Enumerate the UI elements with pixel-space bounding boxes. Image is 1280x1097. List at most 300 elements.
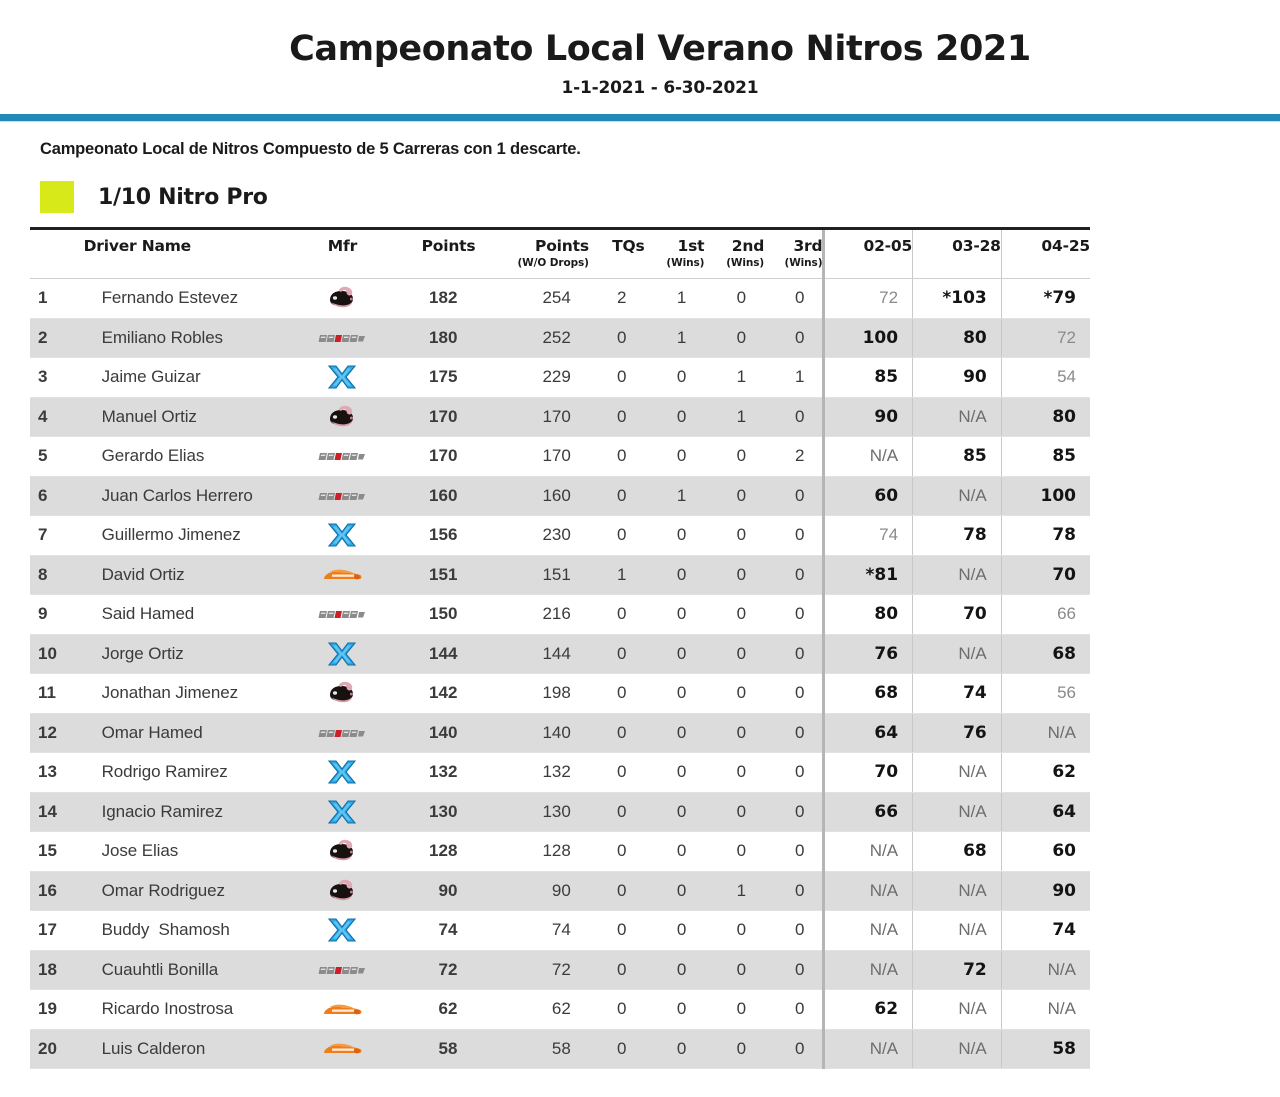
driver-name-cell: Ricardo Inostrosa [84, 990, 298, 1030]
manufacturer-cell [298, 476, 387, 516]
race-score-04-25: 68 [1001, 634, 1090, 674]
points-wo-drops-cell: 252 [475, 318, 588, 358]
race-score-02-05: 76 [824, 634, 913, 674]
second-wins-cell: 1 [704, 358, 764, 398]
race-score-03-28: N/A [913, 397, 1002, 437]
manufacturer-cell [298, 516, 387, 556]
race-score-03-28: N/A [913, 990, 1002, 1030]
tqs-cell: 2 [589, 279, 645, 319]
race-score-02-05: 68 [824, 674, 913, 714]
manufacturer-cell [298, 911, 387, 951]
race-score-04-25: 90 [1001, 871, 1090, 911]
points-cell: 182 [387, 279, 476, 319]
serpent-logo [320, 1001, 364, 1019]
accent-divider [0, 114, 1280, 121]
mugen-logo [326, 838, 358, 864]
driver-name-cell: Guillermo Jimenez [84, 516, 298, 556]
row-position: 9 [30, 595, 84, 635]
points-cell: 156 [387, 516, 476, 556]
race-score-04-25: 72 [1001, 318, 1090, 358]
driver-name-cell: Cuauhtli Bonilla [84, 950, 298, 990]
third-wins-cell: 0 [764, 516, 824, 556]
manufacturer-cell [298, 950, 387, 990]
points-wo-drops-cell: 90 [475, 871, 588, 911]
manufacturer-cell [298, 595, 387, 635]
third-wins-cell: 0 [764, 595, 824, 635]
driver-name-cell: Emiliano Robles [84, 318, 298, 358]
race-score-02-05: 66 [824, 792, 913, 832]
second-wins-cell: 0 [704, 476, 764, 516]
race-score-02-05: 90 [824, 397, 913, 437]
kyosho-logo [318, 727, 366, 740]
third-wins-cell: 0 [764, 674, 824, 714]
table-row [30, 516, 1090, 556]
table-row [30, 713, 1090, 753]
tqs-cell: 0 [589, 516, 645, 556]
first-wins-cell: 1 [645, 318, 705, 358]
mugen-logo [326, 285, 358, 311]
column-header-second-sub: (Wins) [726, 257, 765, 270]
manufacturer-cell [298, 674, 387, 714]
driver-name-cell: Luis Calderon [84, 1029, 298, 1069]
table-body [30, 279, 1090, 1069]
table-row [30, 950, 1090, 990]
race-score-04-25: 66 [1001, 595, 1090, 635]
first-wins-cell: 0 [645, 437, 705, 477]
manufacturer-cell [298, 753, 387, 793]
xray-logo [327, 917, 357, 943]
tqs-cell: 0 [589, 397, 645, 437]
race-score-03-28: N/A [913, 1029, 1002, 1069]
column-header-third-sub: (Wins) [784, 257, 823, 270]
race-score-04-25: 100 [1001, 476, 1090, 516]
points-cell: 90 [387, 871, 476, 911]
points-cell: 150 [387, 595, 476, 635]
table-row [30, 832, 1090, 872]
second-wins-cell: 0 [704, 674, 764, 714]
race-score-04-25: N/A [1001, 713, 1090, 753]
race-score-04-25: 80 [1001, 397, 1090, 437]
xray-logo [327, 522, 357, 548]
first-wins-cell: 0 [645, 516, 705, 556]
points-cell: 72 [387, 950, 476, 990]
race-score-02-05: N/A [824, 832, 913, 872]
xray-logo [327, 364, 357, 390]
row-position: 20 [30, 1029, 84, 1069]
driver-name-cell: Omar Rodriguez [84, 871, 298, 911]
table-row [30, 318, 1090, 358]
race-score-02-05: N/A [824, 911, 913, 951]
points-cell: 142 [387, 674, 476, 714]
points-cell: 130 [387, 792, 476, 832]
column-header-mfr: Mfr [298, 229, 387, 279]
points-cell: 128 [387, 832, 476, 872]
points-cell: 74 [387, 911, 476, 951]
column-header-points-wo-drops [475, 229, 588, 279]
race-score-02-05: 80 [824, 595, 913, 635]
column-header-tqs: TQs [589, 229, 645, 279]
first-wins-cell: 0 [645, 911, 705, 951]
race-score-03-28: 76 [913, 713, 1002, 753]
points-cell: 140 [387, 713, 476, 753]
driver-name-cell: David Ortiz [84, 555, 298, 595]
race-score-03-28: N/A [913, 555, 1002, 595]
standings-table-container [30, 227, 1090, 1069]
manufacturer-cell [298, 397, 387, 437]
race-score-04-25: 56 [1001, 674, 1090, 714]
second-wins-cell: 0 [704, 1029, 764, 1069]
tqs-cell: 0 [589, 634, 645, 674]
points-wo-drops-cell: 58 [475, 1029, 588, 1069]
table-row [30, 753, 1090, 793]
column-header-points: Points [387, 229, 476, 279]
tqs-cell: 1 [589, 555, 645, 595]
points-wo-drops-cell: 229 [475, 358, 588, 398]
column-header-race-03-28: 03-28 [913, 229, 1002, 279]
points-wo-drops-cell: 140 [475, 713, 588, 753]
row-position: 7 [30, 516, 84, 556]
race-score-02-05: 70 [824, 753, 913, 793]
serpent-logo [320, 566, 364, 584]
points-wo-drops-cell: 230 [475, 516, 588, 556]
tqs-cell: 0 [589, 674, 645, 714]
race-score-04-25: 74 [1001, 911, 1090, 951]
first-wins-cell: 0 [645, 555, 705, 595]
race-score-03-28: N/A [913, 792, 1002, 832]
column-header-second [704, 229, 764, 279]
driver-name-cell: Buddy Shamosh [84, 911, 298, 951]
column-header-third-main: 3rd [793, 237, 823, 256]
xray-logo [327, 759, 357, 785]
tqs-cell: 0 [589, 437, 645, 477]
first-wins-cell: 0 [645, 1029, 705, 1069]
manufacturer-cell [298, 358, 387, 398]
series-description: Campeonato Local de Nitros Compuesto de 5 Carreras con 1 descarte. [40, 140, 581, 159]
third-wins-cell: 0 [764, 990, 824, 1030]
second-wins-cell: 0 [704, 911, 764, 951]
xray-logo [327, 799, 357, 825]
first-wins-cell: 0 [645, 753, 705, 793]
xray-logo [327, 641, 357, 667]
race-score-02-05: 100 [824, 318, 913, 358]
second-wins-cell: 0 [704, 713, 764, 753]
third-wins-cell: 0 [764, 871, 824, 911]
column-header-race-04-25: 04-25 [1001, 229, 1090, 279]
points-cell: 180 [387, 318, 476, 358]
mugen-logo [326, 404, 358, 430]
manufacturer-cell [298, 555, 387, 595]
table-row [30, 476, 1090, 516]
manufacturer-cell [298, 279, 387, 319]
first-wins-cell: 0 [645, 832, 705, 872]
second-wins-cell: 1 [704, 871, 764, 911]
points-wo-drops-cell: 254 [475, 279, 588, 319]
points-wo-drops-cell: 160 [475, 476, 588, 516]
third-wins-cell: 1 [764, 358, 824, 398]
second-wins-cell: 0 [704, 437, 764, 477]
kyosho-logo [318, 964, 366, 977]
table-row [30, 279, 1090, 319]
race-score-02-05: *81 [824, 555, 913, 595]
third-wins-cell: 0 [764, 555, 824, 595]
manufacturer-cell [298, 990, 387, 1030]
race-score-04-25: 85 [1001, 437, 1090, 477]
second-wins-cell: 0 [704, 634, 764, 674]
column-header-third [764, 229, 824, 279]
driver-name-cell: Said Hamed [84, 595, 298, 635]
table-row [30, 792, 1090, 832]
race-score-03-28: 90 [913, 358, 1002, 398]
race-score-04-25: 64 [1001, 792, 1090, 832]
third-wins-cell: 0 [764, 279, 824, 319]
driver-name-cell: Jaime Guizar [84, 358, 298, 398]
table-row [30, 1029, 1090, 1069]
race-score-02-05: 85 [824, 358, 913, 398]
manufacturer-cell [298, 713, 387, 753]
race-score-04-25: 58 [1001, 1029, 1090, 1069]
kyosho-logo [318, 490, 366, 503]
driver-name-cell: Omar Hamed [84, 713, 298, 753]
race-score-02-05: 60 [824, 476, 913, 516]
race-score-02-05: 74 [824, 516, 913, 556]
row-position: 6 [30, 476, 84, 516]
row-position: 17 [30, 911, 84, 951]
row-position: 10 [30, 634, 84, 674]
first-wins-cell: 0 [645, 397, 705, 437]
mugen-logo [326, 878, 358, 904]
race-score-04-25: 62 [1001, 753, 1090, 793]
points-wo-drops-cell: 132 [475, 753, 588, 793]
points-cell: 58 [387, 1029, 476, 1069]
manufacturer-cell [298, 318, 387, 358]
points-cell: 160 [387, 476, 476, 516]
driver-name-cell: Juan Carlos Herrero [84, 476, 298, 516]
points-wo-drops-cell: 216 [475, 595, 588, 635]
points-wo-drops-cell: 151 [475, 555, 588, 595]
third-wins-cell: 0 [764, 753, 824, 793]
third-wins-cell: 0 [764, 911, 824, 951]
race-score-03-28: 78 [913, 516, 1002, 556]
second-wins-cell: 0 [704, 792, 764, 832]
driver-name-cell: Jonathan Jimenez [84, 674, 298, 714]
tqs-cell: 0 [589, 871, 645, 911]
first-wins-cell: 0 [645, 871, 705, 911]
second-wins-cell: 0 [704, 595, 764, 635]
row-position: 1 [30, 279, 84, 319]
race-score-03-28: N/A [913, 911, 1002, 951]
race-score-02-05: N/A [824, 871, 913, 911]
table-row [30, 634, 1090, 674]
page-header [0, 0, 1280, 98]
row-position: 16 [30, 871, 84, 911]
second-wins-cell: 0 [704, 516, 764, 556]
driver-name-cell: Gerardo Elias [84, 437, 298, 477]
column-header-points-wo-drops-sub: (W/O Drops) [517, 257, 589, 270]
points-cell: 151 [387, 555, 476, 595]
row-position: 5 [30, 437, 84, 477]
race-score-04-25: *79 [1001, 279, 1090, 319]
manufacturer-cell [298, 832, 387, 872]
points-cell: 170 [387, 437, 476, 477]
row-position: 2 [30, 318, 84, 358]
manufacturer-cell [298, 1029, 387, 1069]
first-wins-cell: 0 [645, 990, 705, 1030]
race-score-03-28: N/A [913, 634, 1002, 674]
points-cell: 170 [387, 397, 476, 437]
table-header-row [30, 229, 1090, 279]
points-wo-drops-cell: 74 [475, 911, 588, 951]
tqs-cell: 0 [589, 1029, 645, 1069]
row-position: 18 [30, 950, 84, 990]
third-wins-cell: 0 [764, 792, 824, 832]
tqs-cell: 0 [589, 358, 645, 398]
table-row [30, 595, 1090, 635]
first-wins-cell: 0 [645, 358, 705, 398]
first-wins-cell: 0 [645, 950, 705, 990]
race-score-02-05: N/A [824, 1029, 913, 1069]
race-score-02-05: N/A [824, 950, 913, 990]
race-score-04-25: 60 [1001, 832, 1090, 872]
race-score-03-28: 68 [913, 832, 1002, 872]
table-row [30, 674, 1090, 714]
serpent-logo [320, 1040, 364, 1058]
row-position: 15 [30, 832, 84, 872]
column-header-position [30, 229, 84, 279]
driver-name-cell: Jorge Ortiz [84, 634, 298, 674]
race-score-03-28: N/A [913, 871, 1002, 911]
page-title: Campeonato Local Verano Nitros 2021 [289, 29, 1031, 69]
kyosho-logo [318, 608, 366, 621]
race-score-03-28: N/A [913, 476, 1002, 516]
tqs-cell: 0 [589, 318, 645, 358]
manufacturer-cell [298, 871, 387, 911]
race-score-03-28: 85 [913, 437, 1002, 477]
row-position: 12 [30, 713, 84, 753]
tqs-cell: 0 [589, 753, 645, 793]
driver-name-cell: Ignacio Ramirez [84, 792, 298, 832]
race-score-03-28: *103 [913, 279, 1002, 319]
third-wins-cell: 0 [764, 832, 824, 872]
column-header-race-02-05: 02-05 [824, 229, 913, 279]
second-wins-cell: 0 [704, 832, 764, 872]
points-wo-drops-cell: 144 [475, 634, 588, 674]
first-wins-cell: 1 [645, 279, 705, 319]
class-heading [40, 181, 1280, 213]
race-score-02-05: N/A [824, 437, 913, 477]
driver-name-cell: Rodrigo Ramirez [84, 753, 298, 793]
driver-name-cell: Manuel Ortiz [84, 397, 298, 437]
tqs-cell: 0 [589, 832, 645, 872]
first-wins-cell: 0 [645, 713, 705, 753]
manufacturer-cell [298, 437, 387, 477]
second-wins-cell: 0 [704, 279, 764, 319]
points-wo-drops-cell: 170 [475, 437, 588, 477]
first-wins-cell: 0 [645, 595, 705, 635]
class-name-label: 1/10 Nitro Pro [98, 184, 268, 210]
second-wins-cell: 0 [704, 990, 764, 1030]
race-score-04-25: N/A [1001, 950, 1090, 990]
driver-name-cell: Jose Elias [84, 832, 298, 872]
third-wins-cell: 0 [764, 1029, 824, 1069]
third-wins-cell: 0 [764, 713, 824, 753]
third-wins-cell: 2 [764, 437, 824, 477]
points-cell: 175 [387, 358, 476, 398]
race-score-04-25: N/A [1001, 990, 1090, 1030]
table-header [30, 229, 1090, 279]
first-wins-cell: 0 [645, 792, 705, 832]
kyosho-logo [318, 450, 366, 463]
mugen-logo [326, 680, 358, 706]
row-position: 4 [30, 397, 84, 437]
second-wins-cell: 0 [704, 555, 764, 595]
points-wo-drops-cell: 72 [475, 950, 588, 990]
second-wins-cell: 0 [704, 950, 764, 990]
second-wins-cell: 1 [704, 397, 764, 437]
tqs-cell: 0 [589, 476, 645, 516]
tqs-cell: 0 [589, 595, 645, 635]
race-score-04-25: 70 [1001, 555, 1090, 595]
table-row [30, 555, 1090, 595]
third-wins-cell: 0 [764, 634, 824, 674]
column-header-points-wo-drops-main: Points [535, 237, 589, 256]
race-score-03-28: 70 [913, 595, 1002, 635]
standings-table [30, 227, 1090, 1069]
table-row [30, 911, 1090, 951]
first-wins-cell: 0 [645, 674, 705, 714]
row-position: 19 [30, 990, 84, 1030]
manufacturer-cell [298, 792, 387, 832]
race-score-02-05: 62 [824, 990, 913, 1030]
second-wins-cell: 0 [704, 318, 764, 358]
table-row [30, 437, 1090, 477]
race-score-04-25: 78 [1001, 516, 1090, 556]
third-wins-cell: 0 [764, 397, 824, 437]
points-wo-drops-cell: 130 [475, 792, 588, 832]
tqs-cell: 0 [589, 713, 645, 753]
driver-name-cell: Fernando Estevez [84, 279, 298, 319]
tqs-cell: 0 [589, 950, 645, 990]
points-wo-drops-cell: 170 [475, 397, 588, 437]
column-header-second-main: 2nd [731, 237, 765, 256]
column-header-driver-name: Driver Name [84, 229, 298, 279]
race-score-03-28: N/A [913, 753, 1002, 793]
third-wins-cell: 0 [764, 318, 824, 358]
third-wins-cell: 0 [764, 476, 824, 516]
table-row [30, 871, 1090, 911]
row-position: 14 [30, 792, 84, 832]
race-score-03-28: 80 [913, 318, 1002, 358]
kyosho-logo [318, 332, 366, 345]
row-position: 3 [30, 358, 84, 398]
table-row [30, 990, 1090, 1030]
race-score-02-05: 72 [824, 279, 913, 319]
event-date-range: 1-1-2021 - 6-30-2021 [561, 78, 759, 99]
tqs-cell: 0 [589, 911, 645, 951]
column-header-first [645, 229, 705, 279]
manufacturer-cell [298, 634, 387, 674]
race-score-04-25: 54 [1001, 358, 1090, 398]
row-position: 13 [30, 753, 84, 793]
row-position: 8 [30, 555, 84, 595]
row-position: 11 [30, 674, 84, 714]
table-row [30, 397, 1090, 437]
points-wo-drops-cell: 62 [475, 990, 588, 1030]
points-cell: 144 [387, 634, 476, 674]
first-wins-cell: 0 [645, 634, 705, 674]
tqs-cell: 0 [589, 990, 645, 1030]
points-cell: 62 [387, 990, 476, 1030]
column-header-first-main: 1st [677, 237, 705, 256]
